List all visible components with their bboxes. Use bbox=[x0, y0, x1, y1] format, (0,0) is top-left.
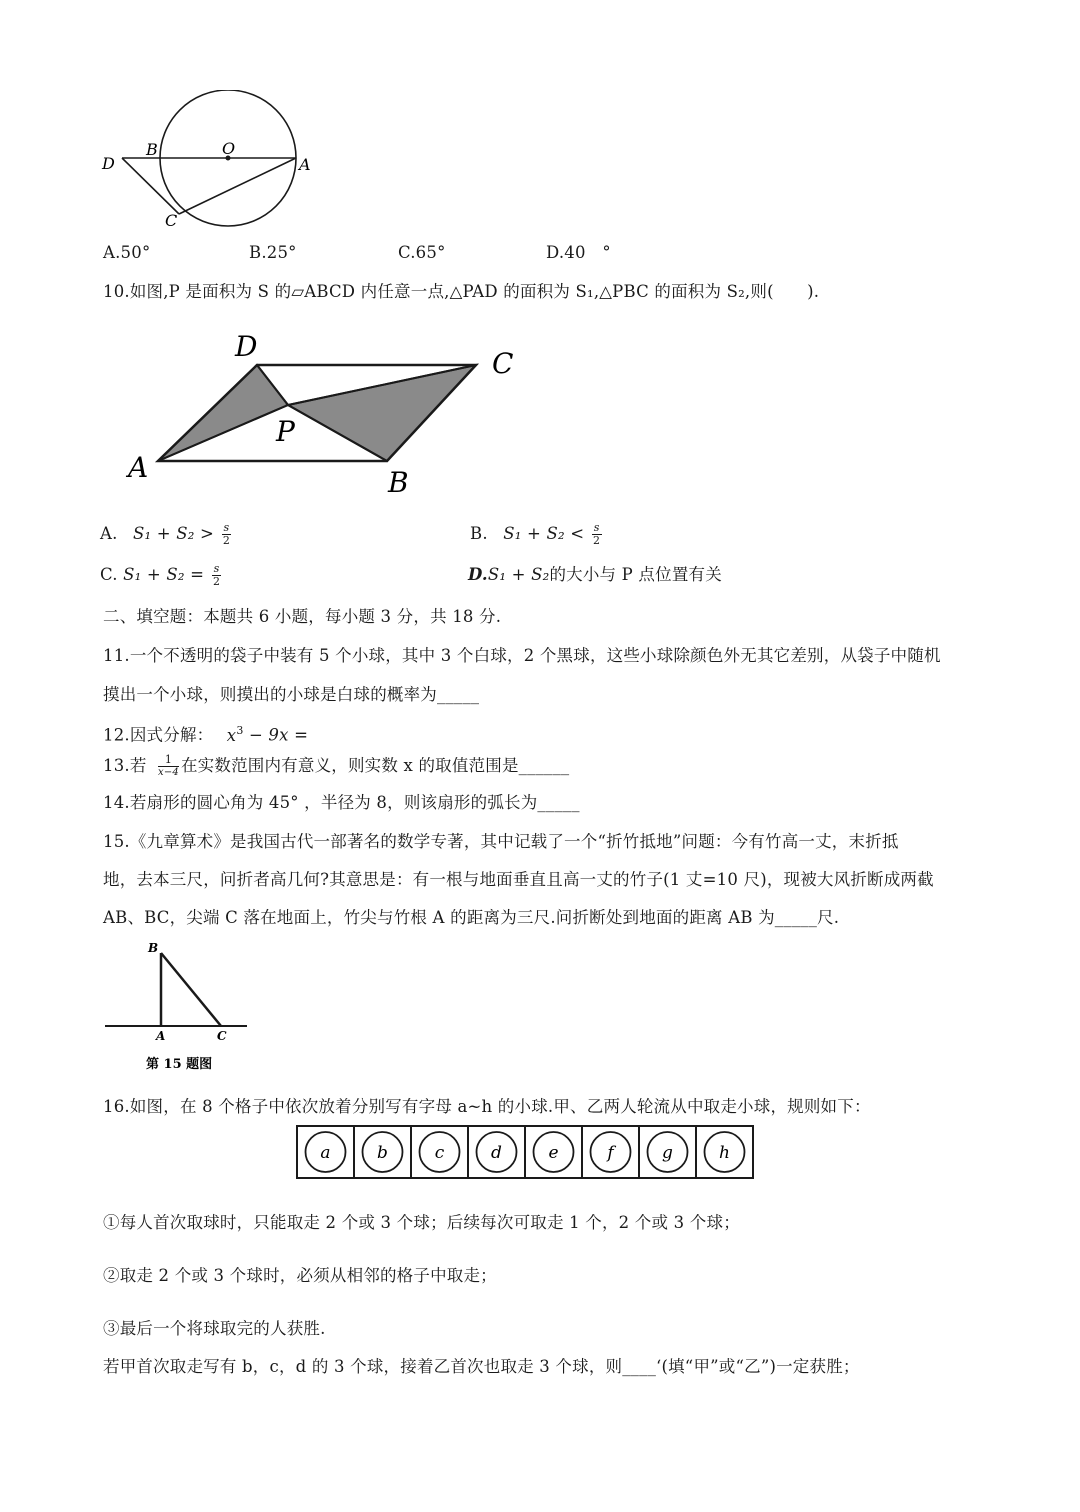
q10-label-D: D bbox=[235, 330, 258, 363]
q16-ball-grid bbox=[295, 1124, 757, 1180]
q10-stem: 10.如图,P 是面积为 S 的▱ABCD 内任意一点,△PAD 的面积为 S₁,△PBC 的面积为 S₂,则( ). bbox=[103, 282, 820, 301]
q9-option-b: B.25° bbox=[249, 243, 297, 262]
q16-rule-3: ③最后一个将球取完的人获胜. bbox=[103, 1319, 326, 1338]
q11-line-2: 摸出一个小球，则摸出的小球是白球的概率为_____ bbox=[103, 685, 480, 704]
q10-label-A: A bbox=[128, 451, 149, 484]
q9-option-c: C.65° bbox=[398, 243, 446, 262]
q9-option-a: A.50° bbox=[103, 243, 151, 262]
q10-option-c: C. S₁ + S₂ = $\frac{s}{2}$ bbox=[100, 562, 221, 588]
q14: 14.若扇形的圆心角为 45° ，半径为 8，则该扇形的弧长为_____ bbox=[103, 793, 580, 812]
q15-label-A: A bbox=[156, 1029, 166, 1043]
q15-label-B: B bbox=[148, 941, 159, 955]
q10-option-d: D.S₁ + S₂的大小与 P 点位置有关 bbox=[468, 565, 722, 584]
q10-parallelogram-figure bbox=[120, 325, 530, 500]
q10-option-b: B. S₁ + S₂ < $\frac{s}{2}$ bbox=[470, 521, 601, 547]
ball-label-g: g bbox=[662, 1143, 673, 1163]
ball-label-c: c bbox=[434, 1143, 445, 1163]
q16-stem: 16.如图，在 8 个格子中依次放着分别写有字母 a~h 的小球.甲、乙两人轮流从中取走小球，规则如下： bbox=[103, 1097, 871, 1116]
ball-label-h: h bbox=[719, 1143, 730, 1163]
q11-line-1: 11.一个不透明的袋子中装有 5 个小球，其中 3 个白球，2 个黑球，这些小球除颜色外无其它差别，从袋子中随机 bbox=[103, 646, 941, 665]
q15-bamboo-figure bbox=[100, 938, 260, 1078]
q16-question: 若甲首次取走写有 b，c，d 的 3 个球，接着乙首次也取走 3 个球，则____‘(填“甲”或“乙”)一定获胜； bbox=[103, 1357, 860, 1376]
ball-label-f: f bbox=[607, 1143, 614, 1163]
q16-rule-1: ①每人首次取球时，只能取走 2 个或 3 个球；后续每次可取走 1 个，2 个或 3 个球； bbox=[103, 1213, 740, 1232]
q9-circle-figure bbox=[95, 90, 325, 235]
q15-line-3: AB、BC，尖端 C 落在地面上，竹尖与竹根 A 的距离为三尺.问折断处到地面的距离 AB 为_____尺. bbox=[103, 908, 840, 927]
q16-rule-2: ②取走 2 个或 3 个球时，必须从相邻的格子中取走； bbox=[103, 1266, 497, 1285]
ball-label-e: e bbox=[548, 1143, 559, 1163]
q9-label-D: D bbox=[102, 154, 115, 173]
ball-label-d: d bbox=[491, 1143, 502, 1163]
q9-label-B: B bbox=[146, 140, 158, 159]
q9-option-d: D.40 ° bbox=[546, 243, 611, 262]
q10-label-B: B bbox=[388, 466, 409, 499]
q9-label-O: O bbox=[222, 139, 236, 158]
q10-label-P: P bbox=[276, 415, 295, 448]
q15-label-C: C bbox=[217, 1029, 227, 1043]
ball-label-b: b bbox=[377, 1143, 388, 1163]
ball-label-a: a bbox=[320, 1143, 331, 1163]
q15-line-1: 15.《九章算术》是我国古代一部著名的数学专著，其中记载了一个“折竹抵地”问题：今有竹高一丈，末折抵 bbox=[103, 832, 899, 851]
section-2-heading: 二、填空题：本题共 6 小题，每小题 3 分，共 18 分. bbox=[103, 607, 502, 626]
q13: 13.若 $\frac{1}{x-4}$ 在实数范围内有意义，则实数 x 的取值范围是______ bbox=[103, 753, 570, 778]
q9-label-C: C bbox=[165, 211, 178, 230]
q10-option-a: A. S₁ + S₂ > $\frac{s}{2}$ bbox=[100, 521, 231, 547]
q12: 12.因式分解： $x^3 - 9x$ = bbox=[103, 724, 309, 745]
q10-label-C: C bbox=[492, 347, 514, 380]
q15-caption: 第 15 题图 bbox=[146, 1057, 213, 1072]
q15-line-2: 地，去本三尺，问折者高几何?其意思是：有一根与地面垂直且高一丈的竹子(1 丈=10 尺)，现被大风折断成两截 bbox=[103, 870, 934, 889]
q9-label-A: A bbox=[299, 155, 311, 174]
